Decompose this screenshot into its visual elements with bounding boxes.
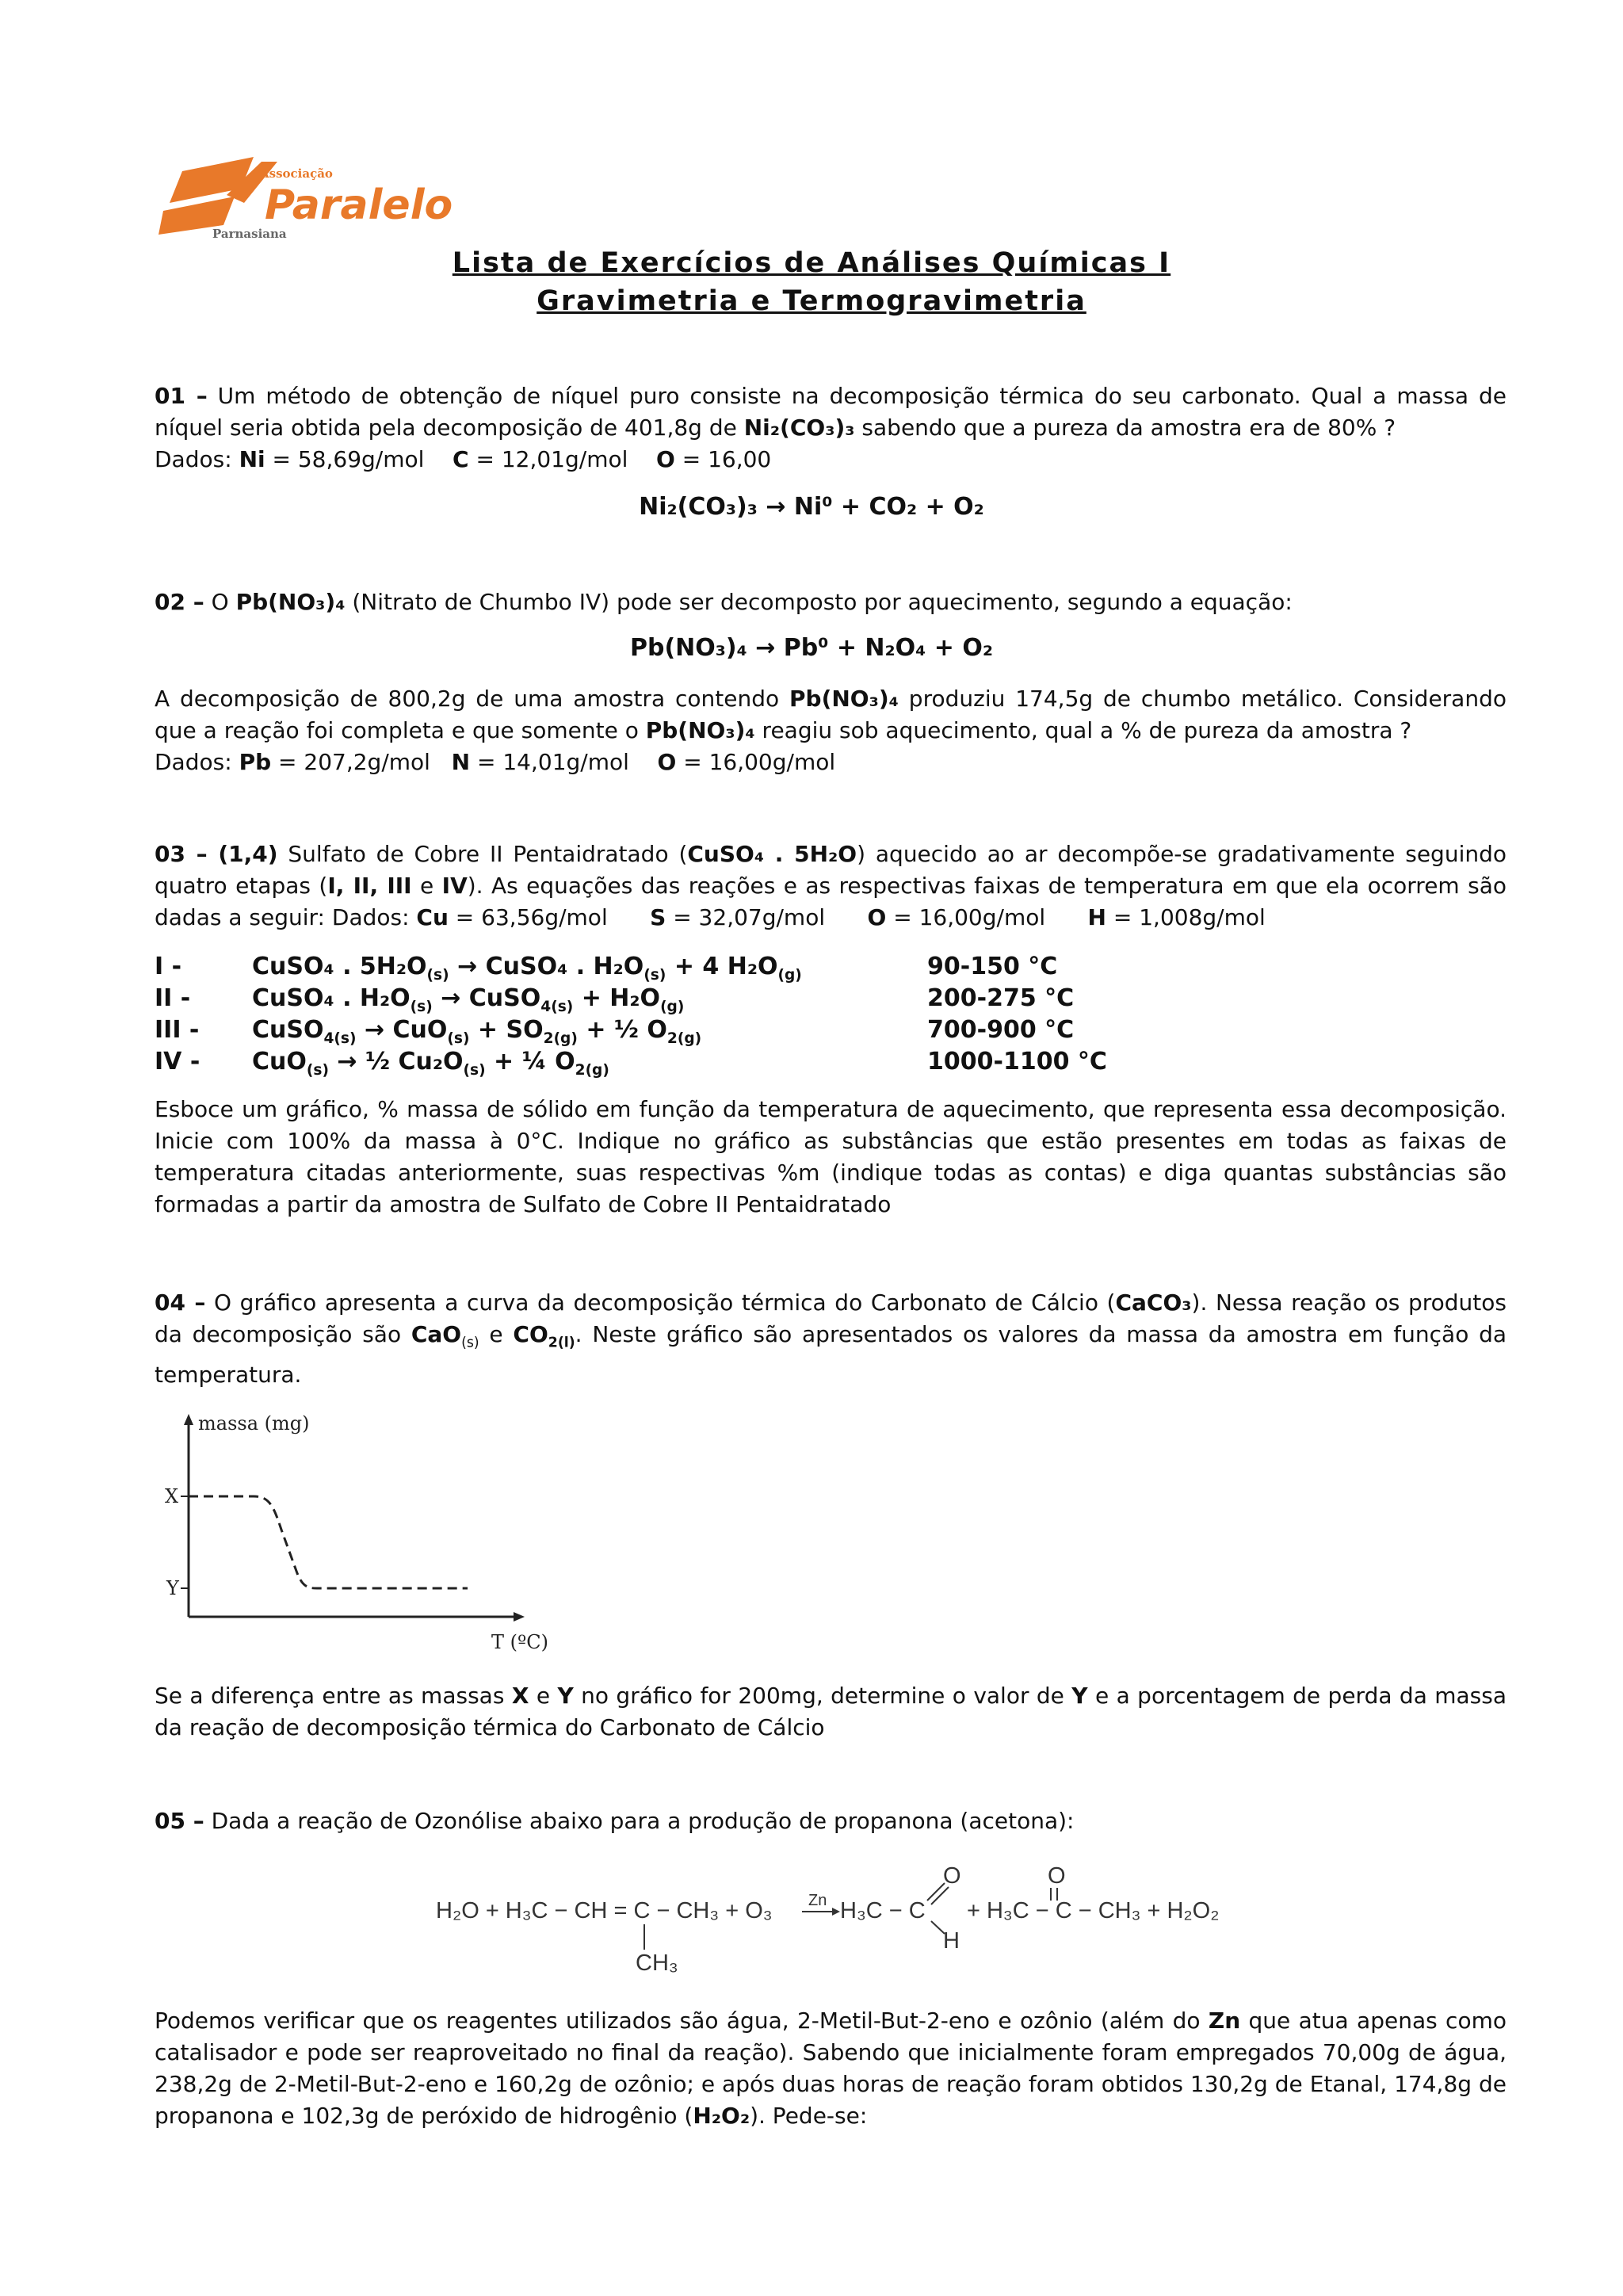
scheme-reactants: H₂O + H₃C − CH = C − CH₃ + O₃ — [436, 1898, 773, 1924]
x-axis-arrow — [514, 1612, 525, 1622]
scheme-catalyst: Zn — [808, 1892, 827, 1909]
q5-ozonolysis-scheme — [436, 1855, 1228, 1981]
q1-equation: Ni₂(CO₃)₃ → Ni⁰ + CO₂ + O₂ — [639, 493, 984, 521]
q2-number: 02 – — [155, 589, 204, 615]
x-axis-label: T (ºC) — [491, 1631, 549, 1653]
q3-question: Esboce um gráfico, % massa de sólido em função da temperatura de aquecimento, que representa essa decomposição. Inicie com 100% da massa à 0°C. Indique no gráfico as substâncias que estão presentes em todas as faixas de temperatura citadas anteriormente, suas respectivas %m (indique todas as contas) e diga quantas substâncias são formadas a partir da amostra de Sulfato de Cobre II Pentaidratado — [155, 1096, 1507, 1217]
question-03: 03 – (1,4) Sulfato de Cobre II Pentaidratado (CuSO₄ . 5H₂O) aquecido ao ar decompõe-se gradativamente seguindo quatro etapas (I, II, III e IV). As equações das reações e as respectivas faixas de temperatura em que ela ocorrem são dadas a seguir: Dados: Cu = 63,56g/mol S = 32,07g/mol O = 16,00g/mol H = 1,008g/mol — [155, 841, 1507, 930]
q2-paragraph: A decomposição de 800,2g de uma amostra contendo Pb(NO₃)₄ produziu 174,5g de chumbo metálico. Considerando que a reação foi completa e que somente o Pb(NO₃)₄ reagiu sob aquecimento, qual a % de pureza da amostra ? Dados: Pb = 207,2g/mol N = 14,01g/mol O = 16,00g/mol — [155, 686, 1507, 775]
double-bond-o1 — [927, 1883, 945, 1901]
question-04: 04 – O gráfico apresenta a curva da decomposição térmica do Carbonato de Cálcio (CaCO₃). Nessa reação os produtos da decomposição são CaO$_{(s)}$ e $CO_{2(l)}$. Neste gráfico são apresentados os valores da massa da amostra em função da temperatura. — [155, 1289, 1507, 1388]
paralelo-logo — [158, 155, 460, 243]
logo-top-text: Associação — [260, 166, 333, 181]
q5-paragraph: Podemos verificar que os reagentes utilizados são água, 2-Metil-But-2-eno e ozônio (além do Zn que atua apenas como catalisador e pode ser reaproveitado no final da reação). Sabendo que inicialmente foram empregados 70,00g de água, 238,2g de 2-Metil-But-2-eno e 160,2g de ozônio; e após duas horas de reação foram obtidos 130,2g de Etanal, 174,8g de propanona e 102,3g de peróxido de hidrogênio (H₂O₂). Pede-se: — [155, 2008, 1507, 2129]
question-05: 05 – Dada a reação de Ozonólise abaixo para a produção de propanona (acetona): — [155, 1808, 1075, 1834]
logo-bottom-text: Parnasiana — [212, 227, 287, 241]
scheme-ketone-o: O — [1048, 1863, 1066, 1889]
scheme-aldehyde-h: H — [943, 1928, 960, 1954]
q1-number: 01 – — [155, 383, 208, 409]
scheme-aldehyde: H₃C − C — [840, 1898, 926, 1924]
q4-mass-temperature-graph — [151, 1411, 563, 1656]
page-title: Lista de Exercícios de Análises Químicas I — [452, 247, 1171, 279]
question-02: 02 – O Pb(NO₃)₄ (Nitrato de Chumbo IV) pode ser decomposto por aquecimento, segundo a equação: — [155, 589, 1293, 615]
decomposition-curve — [189, 1496, 468, 1588]
tick-label-x: X — [165, 1485, 179, 1507]
y-axis-arrow — [184, 1414, 193, 1425]
page-subtitle: Gravimetria e Termogravimetria — [537, 285, 1086, 317]
scheme-products: + H₃C − C − CH₃ + H₂O₂ — [967, 1898, 1220, 1924]
scheme-branch: CH₃ — [636, 1950, 678, 1976]
question-01: 01 – Um método de obtenção de níquel puro consiste na decomposição térmica do seu carbonato. Qual a massa de níquel seria obtida pela decomposição de 401,8g de Ni₂(CO₃)₃ sabendo que a pureza da amostra era de 80% ? Dados: Ni = 58,69g/mol C = 12,01g/mol O = 16,00 — [155, 383, 1507, 472]
bond-h — [931, 1921, 945, 1934]
q2-equation: Pb(NO₃)₄ → Pb⁰ + N₂O₄ + O₂ — [630, 634, 993, 662]
q3-number: 03 – (1,4) — [155, 841, 278, 867]
q4-number: 04 – — [155, 1289, 206, 1316]
y-axis-label: massa (mg) — [198, 1412, 310, 1435]
logo-brand-text: Paralelo — [265, 181, 453, 229]
q4-question: Se a diferença entre as massas X e Y no gráfico for 200mg, determine o valor de Y e a porcentagem de perda da massa da reação de decomposição térmica do Carbonato de Cálcio — [155, 1683, 1507, 1740]
q5-number: 05 – — [155, 1808, 204, 1834]
scheme-aldehyde-o: O — [943, 1863, 961, 1889]
tick-label-y: Y — [166, 1577, 179, 1599]
document-page: Associação Paralelo Parnasiana Lista de Exercícios de Análises Químicas I Gravimetria e Termogravimetria 01 – Um método de obtenção de níquel puro consiste na decomposição térmica do seu carbonato. Qual a massa de níquel seria obtida pela decomposição de 401,8g de Ni₂(CO₃)₃ sabendo que a pureza da amostra era de 80% ? Dados: Ni = 58,69g/mol C = 12,01g/mol O = 16,00 Ni₂(CO₃)₃ → Ni⁰ + CO₂ + O₂ 02 – O Pb(NO₃)₄ (Nitrato de Chumbo IV) pode ser decomposto por aquecimento, segundo a equação: Pb(NO₃)₄ → Pb⁰ + N₂O₄ + O₂ A decomposição de 800,2g de uma amostra contendo Pb(NO₃)₄ produziu 174,5g de chumbo metálico. Considerando que a reação foi completa e que somente o Pb(NO₃)₄ reagiu sob aquecimento, qual a % de pureza da amostra ? Dados: Pb = 207,2g/mol N = 14,01g/mol O = 16,00g/mol 03 – (1,4) Sulfato de Cobre II Pentaidratado (CuSO₄ . 5H₂O) aquecido ao ar decompõe-se gradativamente seguindo quatro etapas (I, II, III e IV). As equações das reações e as respectivas faixas de temperatura em que ela ocorrem são dadas a seguir: Dados: Cu = 63,56g/mol S = 32,07g/mol O = 16,00g/mol H = 1,008g/mol I - CuSO₄ . $5H_2O_{(s)}$ → CuSO₄ . $H_2O_{(s)} + 4$ $H_2O_{(g)}$ 90-150 °C II - CuSO₄ . $H_2O_{(s)}$ → CuSO$_{4(s)}$ + $H_2O_{(g)}$ 200-275 °C III - CuSO$_{4(s)}$ → $CuO_{(s)} + SO_{2(g)}$ + ½ $O_{2(g)}$ 700-900 °C IV - CuO$_{(s)}$ → ½ $Cu_2O_{(s)}$ + ¼ $O_{2(g)}$ 1000-1100 °C Esboce um gráfico, % massa de sólido em função da temperatura de aquecimento, que representa essa decomposição. Inicie com 100% da massa à 0°C. Indique no gráfico as substâncias que estão presentes em todas as faixas de temperatura citadas anteriormente, suas respectivas %m (indique todas as contas) e diga quantas substâncias são formadas a partir da amostra de Sulfato de Cobre II Pentaidratado 04 – O gráfico apresenta a curva da decomposição térmica do Carbonato de Cálcio (CaCO₃). Nessa reação os produtos da decomposição são CaO$_{(s)}$ e $CO_{2(l)}$. Neste gráfico são apresentados os valores da massa da amostra em função da temperatura. massa (mg) T (ºC) X Y Se a diferença entre as massas X e Y no gráfico for 200mg, determine o valor de Y e a porcentagem de perda da massa da reação de decomposição térmica do Carbonato de Cálcio 05 – Dada a reação de Ozonólise abaixo para a produção de propanona (acetona): H₂O + H₃C − CH = C − CH₃ + O₃ Zn CH₃ H₃C − C O H + H₃C − C − CH₃ + H₂O₂ O Podemos verificar que os reagentes utilizados são água, 2-Metil-But-2-eno e ozônio (além do Zn que atua apenas como catalisador e pode ser reaproveitado no final da reação). Sabendo que inicialmente foram empregados 70,00g de água, 238,2g de 2-Metil-But-2-eno e 160,2g de ozônio; e após duas horas de reação foram obtidos 130,2g de Etanal, 174,8g de propanona e 102,3g de peróxido de hidrogênio (H₂O₂). Pede-se: — [0, 0, 1623, 2296]
